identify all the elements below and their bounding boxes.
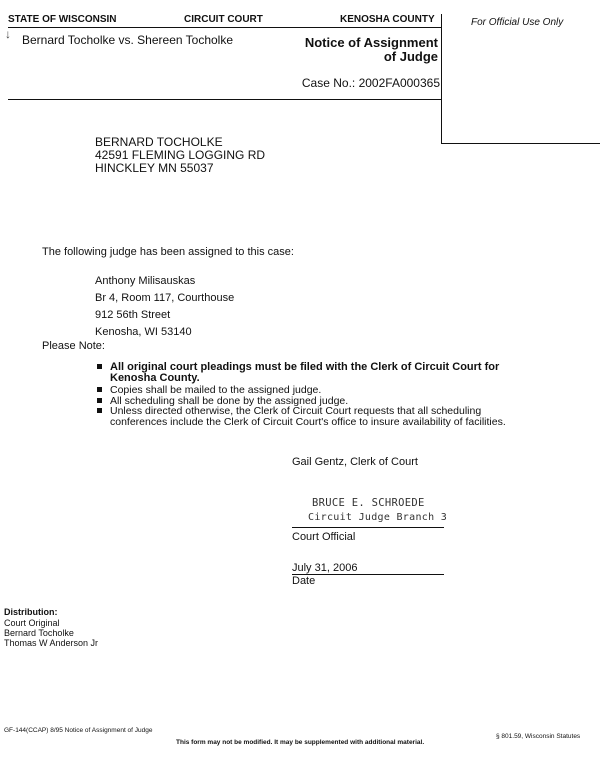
bullet-icon	[97, 408, 102, 413]
official-use-rule	[441, 143, 600, 144]
addressee-name: BERNARD TOCHOLKE	[95, 135, 223, 149]
list-item: Thomas W Anderson Jr	[4, 638, 99, 648]
notice-title-line1: Notice of Assignment	[304, 35, 438, 50]
notice-title-line2: of Judge	[383, 49, 438, 64]
court-label: CIRCUIT COURT	[184, 14, 263, 25]
judge-name: Anthony Milisauskas	[95, 275, 196, 287]
bullet-icon	[97, 364, 102, 369]
list-item: Bernard Tocholke	[4, 628, 74, 638]
list-item: Court Original	[4, 618, 60, 628]
judge-city: Kenosha, WI 53140	[95, 326, 192, 338]
distribution-label: Distribution:	[4, 607, 58, 617]
pen-mark-icon: ↓	[5, 27, 11, 41]
list-item	[96, 406, 506, 427]
addressee-block	[95, 136, 265, 175]
intro-text: The following judge has been assigned to this case:	[42, 246, 294, 258]
distribution-list	[4, 618, 98, 648]
county-label: KENOSHA COUNTY	[340, 14, 435, 25]
judge-stamp-line1: BRUCE E. SCHROEDE	[312, 497, 425, 509]
note-text: All scheduling shall be done by the assigned judge.	[110, 394, 349, 407]
judge-street: 912 56th Street	[95, 309, 171, 321]
notes-list	[96, 362, 506, 427]
header-rule	[8, 27, 442, 28]
case-number: Case No.: 2002FA000365	[301, 76, 440, 90]
judge-stamp-line2: Circuit Judge Branch 3	[308, 512, 448, 523]
caption-rule	[8, 99, 442, 100]
addressee-street: 42591 FLEMING LOGGING RD	[95, 148, 266, 162]
note-text: Copies shall be mailed to the assigned judge.	[110, 384, 322, 396]
statute-ref: § 801.59, Wisconsin Statutes	[496, 733, 581, 740]
date-label: Date	[292, 575, 316, 587]
state-label: STATE OF WISCONSIN	[8, 14, 117, 25]
case-caption: Bernard Tocholke vs. Shereen Tocholke	[22, 33, 234, 47]
addressee-city: HINCKLEY MN 55037	[95, 161, 214, 175]
judge-room: Br 4, Room 117, Courthouse	[95, 292, 235, 304]
date-value: July 31, 2006	[292, 562, 358, 574]
footer-notice: This form may not be modified. It may be supplemented with additional material.	[176, 739, 425, 746]
signature-rule	[292, 527, 444, 528]
official-use-label: For Official Use Only	[471, 17, 564, 28]
note-text: All original court pleadings must be filed with the Clerk of Circuit Court for	[110, 361, 500, 373]
judge-block	[95, 273, 234, 341]
note-text: Kenosha County.	[110, 372, 200, 384]
official-use-divider	[441, 14, 442, 144]
note-text: conferences include the Clerk of Circuit Court's office to insure availability of facilities.	[110, 415, 506, 428]
list-item	[96, 362, 506, 384]
clerk-name: Gail Gentz, Clerk of Court	[292, 456, 418, 468]
bullet-icon	[97, 387, 102, 392]
note-text: Unless directed otherwise, the Clerk of Circuit Court requests that all scheduling	[110, 405, 482, 417]
form-id: GF-144(CCAP) 8/95 Notice of Assignment of Judge	[4, 727, 153, 734]
bullet-icon	[97, 398, 102, 403]
court-official-label: Court Official	[292, 531, 356, 543]
note-label: Please Note:	[42, 340, 105, 352]
